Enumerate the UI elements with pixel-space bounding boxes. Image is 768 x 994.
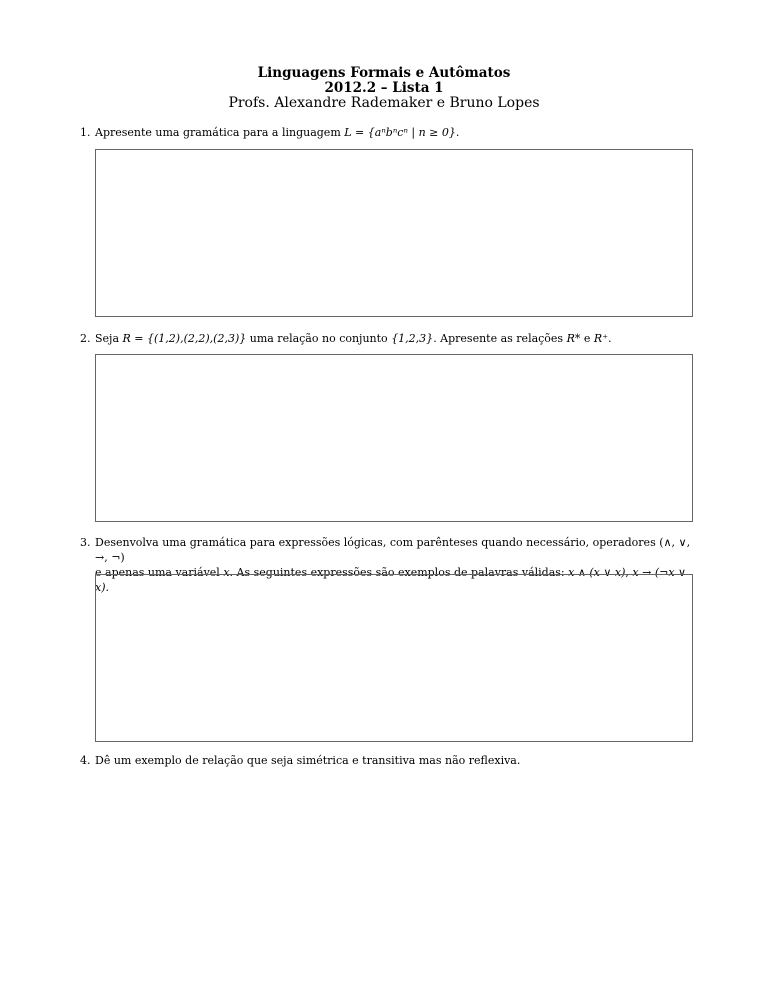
math-expression: L = {aⁿbⁿcⁿ | n ≥ 0} bbox=[344, 126, 456, 139]
math-variable: x bbox=[223, 566, 230, 579]
punctuation: . bbox=[105, 581, 109, 594]
question-text: e apenas uma variável bbox=[95, 566, 220, 579]
punctuation: . bbox=[455, 126, 460, 139]
question-4 bbox=[80, 753, 700, 768]
punctuation: , bbox=[625, 566, 629, 579]
question-number: 3. bbox=[80, 536, 91, 549]
example-expression-2: x → (¬x ∨ x) bbox=[95, 566, 687, 594]
punctuation: . bbox=[608, 332, 612, 345]
document-authors: Profs. Alexandre Rademaker e Bruno Lopes bbox=[228, 95, 540, 111]
question-text: e bbox=[583, 332, 591, 345]
question-text-line-1: Desenvolva uma gramática para expressões lógicas, com parênteses quando necessário, operadores (∧, ∨, →, ¬) bbox=[95, 536, 691, 564]
question-text: Dê um exemplo de relação que seja simétrica e transitiva mas não reflexiva. bbox=[95, 754, 521, 767]
question-1 bbox=[80, 125, 700, 140]
question-number: 4. bbox=[80, 754, 91, 767]
example-expression-1: x ∧ (x ∨ x) bbox=[568, 566, 626, 579]
answer-box-1[interactable] bbox=[95, 149, 693, 317]
question-text: . Apresente as relações bbox=[433, 332, 564, 345]
question-number: 1. bbox=[80, 126, 91, 139]
math-expression: R* bbox=[566, 332, 581, 345]
math-expression: {1,2,3} bbox=[391, 332, 434, 345]
question-text: Seja bbox=[95, 332, 120, 345]
document-subtitle: 2012.2 – Lista 1 bbox=[324, 80, 444, 96]
question-2 bbox=[80, 331, 700, 346]
math-expression: R⁺ bbox=[593, 332, 608, 345]
question-text: . As seguintes expressões são exemplos de palavras válidas: bbox=[229, 566, 565, 579]
math-expression: R = {(1,2),(2,2),(2,3)} bbox=[122, 332, 247, 345]
page-header bbox=[0, 66, 768, 111]
answer-box-3[interactable] bbox=[95, 574, 693, 742]
answer-box-2[interactable] bbox=[95, 354, 693, 522]
question-text: Apresente uma gramática para a linguagem bbox=[95, 126, 341, 139]
question-text: uma relação no conjunto bbox=[249, 332, 388, 345]
question-number: 2. bbox=[80, 332, 91, 345]
document-title: Linguagens Formais e Autômatos bbox=[257, 65, 511, 81]
